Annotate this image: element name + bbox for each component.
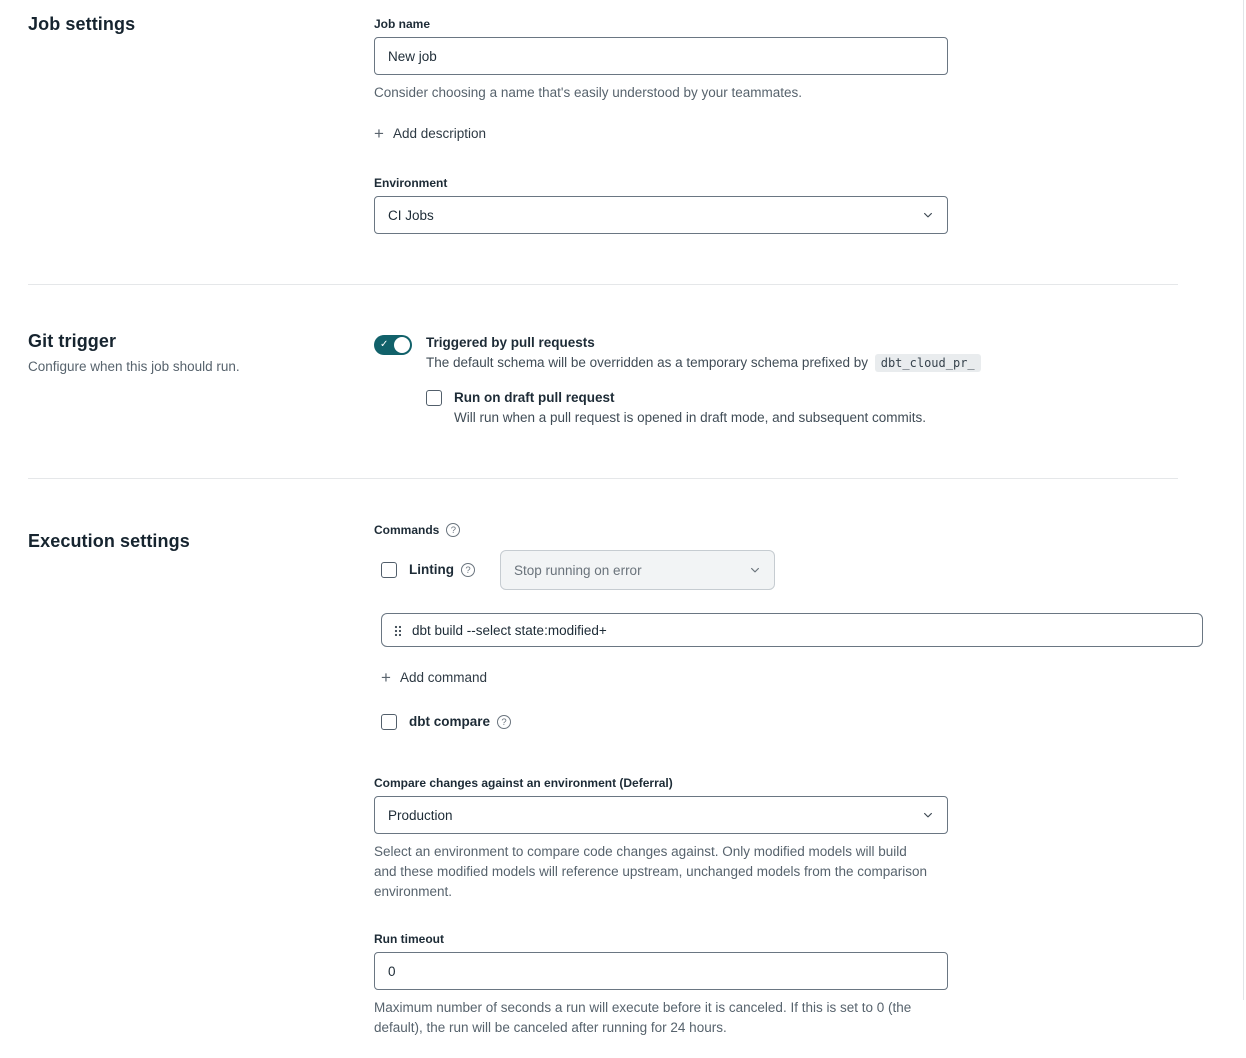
add-command-label: Add command — [399, 670, 487, 685]
draft-pr-label: Run on draft pull request — [454, 390, 615, 405]
job-name-input[interactable] — [374, 37, 948, 75]
deferral-helper: Select an environment to compare code changes against. Only modified models will build and these modified models will reference upstream, unchanged models from the comparison environment. — [374, 844, 928, 899]
linting-behavior-value: Stop running on error — [513, 562, 642, 578]
add-command-button[interactable] — [381, 669, 487, 686]
dbt-compare-checkbox[interactable] — [381, 714, 397, 730]
dbt-compare-help-icon[interactable] — [497, 715, 511, 729]
drag-handle-icon[interactable] — [394, 625, 401, 636]
deferral-select[interactable] — [374, 796, 948, 834]
deferral-label: Compare changes against an environment (Deferral) — [374, 776, 673, 790]
section-execution-settings-left — [28, 523, 374, 1038]
draft-pr-desc: Will run when a pull request is opened in draft mode, and subsequent commits. — [454, 410, 927, 425]
git-trigger-title: Git trigger — [28, 331, 117, 351]
pr-trigger-desc-text: The default schema will be overridden as a temporary schema prefixed by — [426, 355, 868, 370]
pr-trigger-text — [426, 333, 981, 373]
section-git-trigger — [28, 285, 1178, 478]
toggle-knob — [394, 337, 410, 353]
job-name-label: Job name — [374, 17, 431, 31]
add-description-button[interactable] — [374, 125, 486, 142]
draft-pr-row — [426, 388, 1178, 428]
chevron-down-icon — [749, 564, 761, 576]
dbt-compare-row — [381, 712, 1203, 732]
job-settings-title: Job settings — [28, 14, 136, 34]
linting-behavior-select — [500, 550, 775, 590]
linting-row — [381, 550, 1203, 590]
chevron-down-icon — [922, 209, 934, 221]
draft-pr-text — [454, 388, 926, 428]
execution-settings-title: Execution settings — [28, 531, 190, 551]
environment-label: Environment — [374, 176, 448, 190]
section-job-settings-left — [28, 14, 374, 234]
job-name-helper: Consider choosing a name that's easily understood by your teammates. — [374, 85, 803, 100]
plus-icon — [374, 125, 384, 142]
dbt-compare-label: dbt compare — [409, 714, 491, 729]
deferral-select-value: Production — [388, 807, 453, 823]
draft-pr-checkbox[interactable] — [426, 390, 442, 406]
command-text[interactable]: dbt build --select state:modified+ — [412, 622, 607, 638]
environment-select[interactable] — [374, 196, 948, 234]
dbt-compare-label-wrap — [409, 712, 511, 732]
linting-label-wrap — [409, 560, 475, 580]
pr-trigger-row — [374, 333, 1178, 373]
commands-label: Commands — [374, 523, 440, 537]
section-git-trigger-right — [374, 331, 1178, 428]
commands-label-row — [374, 523, 1203, 537]
section-git-trigger-left — [28, 331, 374, 428]
run-timeout-label: Run timeout — [374, 932, 444, 946]
command-row[interactable] — [381, 613, 1203, 647]
environment-select-value: CI Jobs — [388, 207, 434, 223]
git-trigger-subtitle: Configure when this job should run. — [28, 359, 240, 374]
pr-trigger-toggle[interactable] — [374, 335, 412, 355]
check-icon — [380, 337, 388, 353]
linting-checkbox[interactable] — [381, 562, 397, 578]
run-timeout-input[interactable] — [374, 952, 948, 990]
pr-trigger-desc — [426, 353, 981, 373]
section-execution-settings-right — [374, 523, 1203, 1038]
linting-help-icon[interactable] — [461, 563, 475, 577]
pr-trigger-label: Triggered by pull requests — [426, 335, 595, 350]
schema-prefix-code: dbt_cloud_pr_ — [875, 354, 981, 372]
commands-help-icon[interactable] — [446, 523, 460, 537]
plus-icon — [381, 669, 391, 686]
section-job-settings-right — [374, 14, 1178, 234]
chevron-down-icon — [922, 809, 934, 821]
page-right-border — [1243, 0, 1244, 1000]
section-execution-settings — [28, 479, 1178, 1058]
add-description-label: Add description — [392, 126, 486, 141]
run-timeout-helper: Maximum number of seconds a run will execute before it is canceled. If this is set to 0 (the default), the run will be canceled after running for 24 hours. — [374, 1000, 912, 1035]
linting-label: Linting — [409, 562, 454, 577]
section-job-settings — [28, 0, 1178, 284]
